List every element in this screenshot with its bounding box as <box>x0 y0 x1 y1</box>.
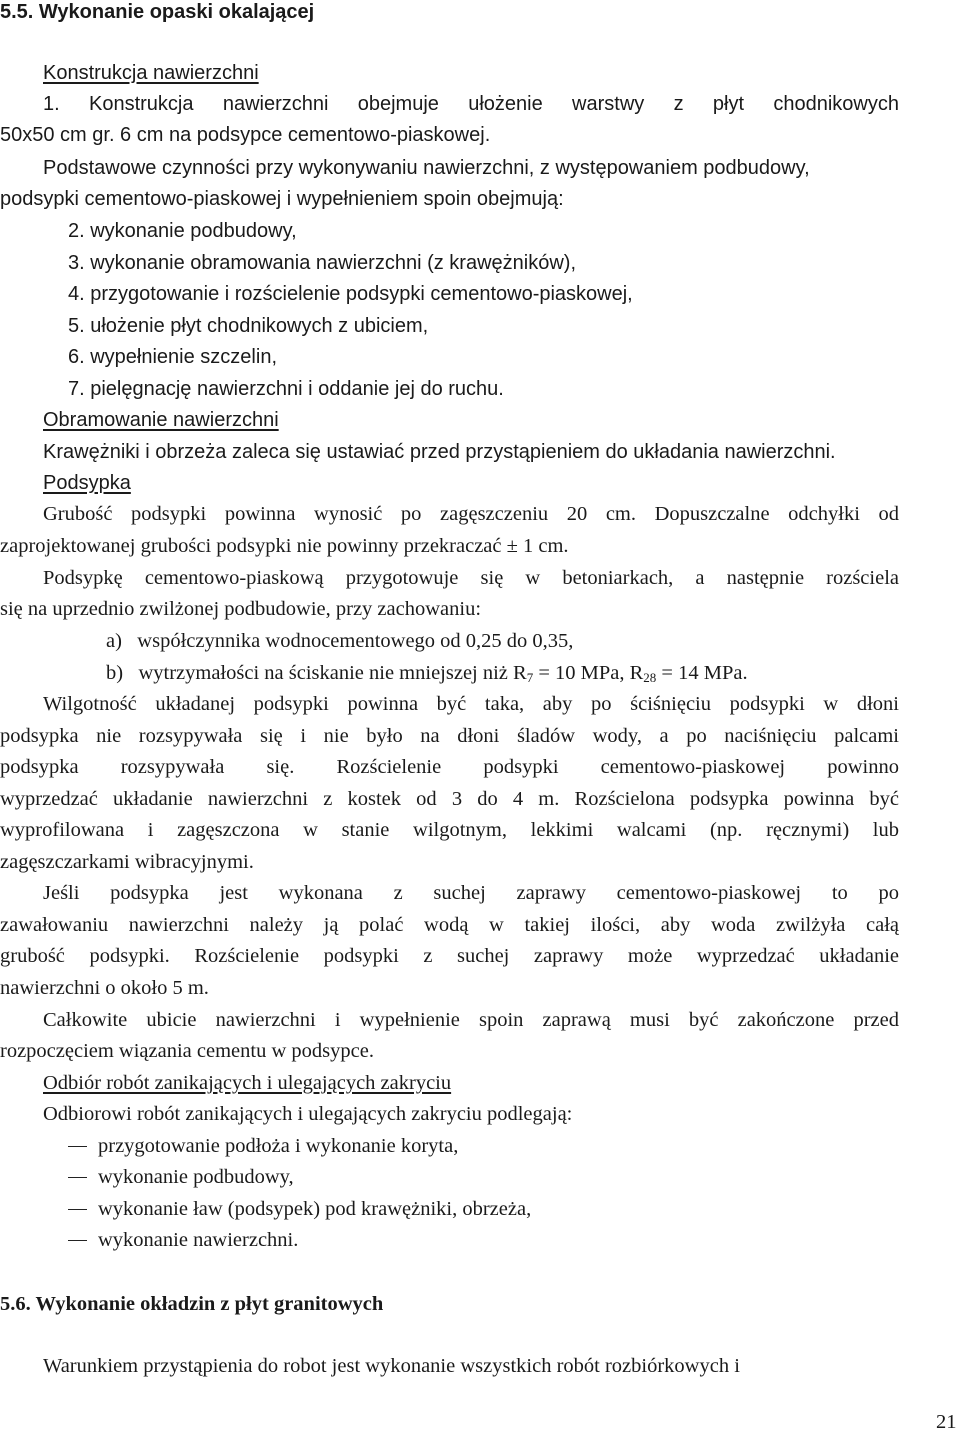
bedding-p5-line-2: rozpoczęciem wiązania cementu w podsypce. <box>0 1040 374 1062</box>
dash-bullet-icon <box>68 1240 87 1241</box>
condition-a: a) współczynnika wodnocementowego od 0,25 do 0,35, <box>106 630 574 652</box>
acceptance-intro: Odbiorowi robót zanikających i ulegających zakryciu podlegają: <box>43 1103 573 1125</box>
step-item: 5. ułożenie płyt chodnikowych z ubiciem, <box>68 315 429 337</box>
section-2-title: 5.6. Wykonanie okładzin z płyt granitowych <box>0 1293 384 1315</box>
condition-b-text: b) wytrzymałości na ściskanie nie mniejszej niż R <box>106 662 527 684</box>
dash-bullet-icon <box>68 1177 87 1178</box>
bedding-p3-wrap <box>0 754 899 780</box>
condition-b-mid: = 10 MPa, R <box>533 662 644 684</box>
bedding-p2-line-1-wrap <box>43 565 899 591</box>
bedding-p3-first-wrap <box>43 691 899 717</box>
section-2-text: Warunkiem przystąpienia do robot jest wykonanie wszystkich robót rozbiórkowych i <box>43 1355 740 1377</box>
step-item: 2. wykonanie podbudowy, <box>68 220 297 242</box>
bedding-heading: Podsypka <box>43 472 131 494</box>
bedding-p4-last: nawierzchni o około 5 m. <box>0 977 209 999</box>
construction-intro-line-2: podsypki cementowo-piaskowej i wypełnieniem spoin obejmują: <box>0 188 564 210</box>
acceptance-heading: Odbiór robót zanikających i ulegających zakryciu <box>43 1072 452 1094</box>
dash-bullet-icon <box>68 1209 87 1210</box>
construction-item-1 <box>43 91 899 117</box>
bedding-p3-line: wyprofilowana i zagęszczona w stanie wilgotnym, lekkimi walcami (np. ręcznymi) lub <box>0 819 899 841</box>
bedding-p1-line-1-wrap <box>43 501 899 527</box>
bedding-p3-line: Wilgotność układanej podsypki powinna być taka, aby po ściśnięciu podsypki w dłoni <box>43 693 899 715</box>
r28-subscript: 28 <box>643 670 657 685</box>
r7-subscript: 7 <box>526 670 534 685</box>
acceptance-item: wykonanie podbudowy, <box>98 1166 294 1188</box>
framing-heading: Obramowanie nawierzchni <box>43 409 279 431</box>
acceptance-item: przygotowanie podłoża i wykonanie koryta, <box>98 1135 459 1157</box>
step-item: 7. pielęgnację nawierzchni i oddanie jej do ruchu. <box>68 378 504 400</box>
construction-item-1-line-1: 1. Konstrukcja nawierzchni obejmuje ułożenie warstwy z płyt chodnikowych <box>43 93 899 115</box>
bedding-p3-wrap <box>0 786 899 812</box>
bedding-p1-line-1: Grubość podsypki powinna wynosić po zagęszczeniu 20 cm. Dopuszczalne odchyłki od <box>43 503 899 525</box>
step-item: 3. wykonanie obramowania nawierzchni (z krawężników), <box>68 252 576 274</box>
bedding-p4-line: Jeśli podsypka jest wykonana z suchej zaprawy cementowo-piaskowej to po <box>43 882 899 904</box>
framing-text: Krawężniki i obrzeża zaleca się ustawiać przed przystąpieniem do układania nawierzchni. <box>43 441 836 463</box>
bedding-p4-wrap <box>0 912 899 938</box>
condition-b-end: = 14 MPa. <box>656 662 748 684</box>
bedding-p3-wrap <box>0 817 899 843</box>
bedding-p3-wrap <box>0 723 899 749</box>
step-item: 4. przygotowanie i rozścielenie podsypki cementowo-piaskowej, <box>68 283 633 305</box>
bedding-p4-wrap <box>0 943 899 969</box>
bedding-p5-first-wrap <box>43 1007 899 1033</box>
bedding-p2-line-2: się na uprzednio zwilżonej podbudowie, przy zachowaniu: <box>0 598 482 620</box>
bedding-p5-line-1: Całkowite ubicie nawierzchni i wypełnienie spoin zaprawą musi być zakończone przed <box>43 1009 899 1031</box>
bedding-p3-line: wyprzedzać układanie nawierzchni z kostek od 3 do 4 m. Rozścielona podsypka powinna być <box>0 788 899 810</box>
page-number: 21 <box>936 1411 957 1433</box>
construction-intro-line-1: Podstawowe czynności przy wykonywaniu nawierzchni, z występowaniem podbudowy, <box>43 157 810 179</box>
construction-heading: Konstrukcja nawierzchni <box>43 62 259 84</box>
bedding-p3-line: podsypka nie rozsypywała się i nie było na dłoni śladów wody, a po naciśnięciu palcami <box>0 725 899 747</box>
step-item: 6. wypełnienie szczelin, <box>68 346 277 368</box>
acceptance-item: wykonanie nawierzchni. <box>98 1229 299 1251</box>
bedding-p3-last: zagęszczarkami wibracyjnymi. <box>0 851 254 873</box>
acceptance-item: wykonanie ław (podsypek) pod krawężniki, obrzeża, <box>98 1198 532 1220</box>
bedding-p3-line: podsypka rozsypywała się. Rozścielenie podsypki cementowo-piaskowej powinno <box>0 756 899 778</box>
bedding-p1-line-2: zaprojektowanej grubości podsypki nie powinny przekraczać ± 1 cm. <box>0 535 569 557</box>
condition-b <box>106 660 748 686</box>
bedding-p4-line: grubość podsypki. Rozścielenie podsypki z suchej zaprawy może wyprzedzać układanie <box>0 945 899 967</box>
bedding-p4-line: zawałowaniu nawierzchni należy ją polać wodą w takiej ilości, aby woda zwilżyła całą <box>0 914 899 936</box>
bedding-p2-line-1: Podsypkę cementowo-piaskową przygotowuje się w betoniarkach, a następnie rozściela <box>43 567 899 589</box>
section-title: 5.5. Wykonanie opaski okalającej <box>0 1 315 23</box>
bedding-p4-first-wrap <box>43 880 899 906</box>
construction-item-1-line-2: 50x50 cm gr. 6 cm na podsypce cementowo-piaskowej. <box>0 124 491 146</box>
dash-bullet-icon <box>68 1146 87 1147</box>
